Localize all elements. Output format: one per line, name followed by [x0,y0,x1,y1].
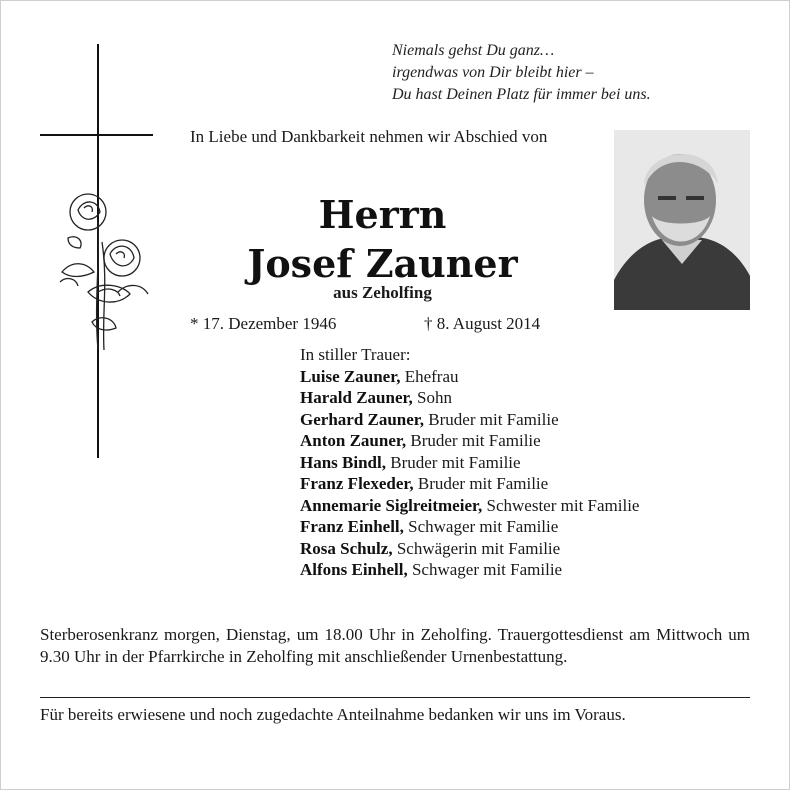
mourner-name: Annemarie Siglreitmeier, [300,495,483,515]
thanks-text: Für bereits erwiesene und noch zugedachte Anteilnahme bedanken wir uns im Voraus. [40,705,626,724]
mourner-name: Franz Einhell, [300,517,404,536]
list-item [300,473,760,495]
mourner-relation: Schwester mit Familie [482,495,640,515]
list-item [300,495,760,517]
mourner-name: Harald Zauner, [300,388,413,407]
mourner-name: Luise Zauner, [300,366,401,386]
poem-line-2: irgendwas von Dir bleibt hier – [392,64,594,81]
deceased-name-block [210,190,555,288]
list-item [300,409,760,431]
poem [392,40,757,106]
mourner-relation: Bruder mit Familie [424,409,559,429]
deceased-name: Josef Zauner [247,241,518,286]
mourners-list [300,344,760,581]
poem-line-3: Du hast Deinen Platz für immer bei uns. [392,86,651,103]
mourner-relation: Bruder mit Familie [413,474,549,493]
intro-text: In Liebe und Dankbarkeit nehmen wir Abschied von [190,127,548,146]
mourner-name: Rosa Schulz, [300,538,393,558]
death-date: † 8. August 2014 [424,314,541,333]
mourner-name: Anton Zauner, [300,431,407,450]
divider [40,697,750,698]
list-item [300,387,760,409]
birth-date: * 17. Dezember 1946 [190,314,337,333]
mourner-name: Alfons Einhell, [300,560,408,579]
mourners-heading: In stiller Trauer: [300,345,411,364]
mourner-name: Hans Bindl, [300,452,386,472]
list-item [300,516,760,538]
mourner-name: Gerhard Zauner, [300,409,425,429]
mourner-relation: Sohn [412,388,452,407]
mourner-relation: Bruder mit Familie [406,431,541,450]
list-item [300,538,760,560]
mourner-relation: Schwager mit Familie [403,517,559,536]
list-item [300,366,760,388]
mourner-relation: Ehefrau [400,366,459,386]
poem-line-1: Niemals gehst Du ganz… [392,42,555,59]
mourner-relation: Schwager mit Familie [407,560,563,579]
mourner-name: Franz Flexeder, [300,474,414,493]
origin: aus Zeholfing [333,283,432,302]
list-item [300,559,760,581]
list-item [300,430,760,452]
portrait-photo [614,130,750,310]
cross-icon-bar [40,134,153,136]
service-notice: Sterberosenkranz morgen, Dienstag, um 18.00 Uhr in Zeholfing. Trauergottesdienst am Mittwoch um 9.30 Uhr in der Pfarrkirche in Zeholfing mit anschließender Urnenbestattung. [40,625,750,666]
roses-icon [58,182,150,352]
mourner-relation: Schwägerin mit Familie [392,538,561,558]
mourner-relation: Bruder mit Familie [386,452,521,472]
salutation: Herrn [318,192,447,237]
list-item [300,452,760,474]
